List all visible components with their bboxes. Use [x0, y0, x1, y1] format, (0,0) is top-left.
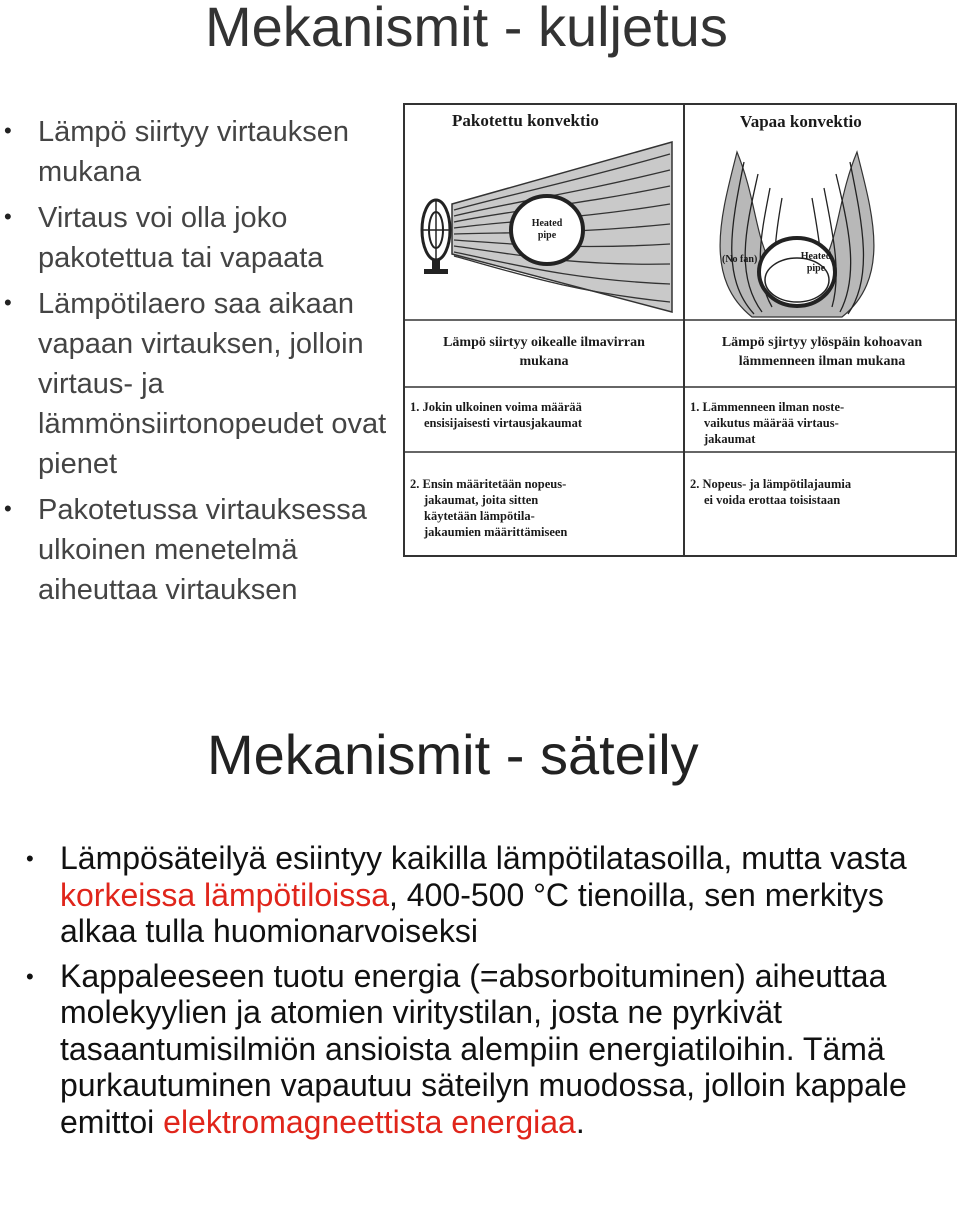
left-point-2: jakaumat, joita sitten — [424, 493, 539, 507]
pipe-label: Heated — [531, 218, 563, 229]
left-caption: Lämpö siirtyy oikealle ilmavirran — [443, 335, 645, 350]
left-point-1: 1. Jokin ulkoinen voima määrää — [410, 400, 582, 414]
right-point-2: 2. Nopeus- ja lämpötilajaumia — [690, 477, 852, 491]
slide-title-transport: Mekanismit - kuljetus — [205, 0, 728, 58]
left-heading: Pakotettu konvektio — [452, 111, 599, 130]
bullet-text: Kappaleeseen tuotu energia (=absorboituminen) aiheuttaa molekyylien ja atomien viritystilan, josta ne pyrkivät tasaantumisilmiön ansioista alempiin energiatiloihin. Tämä purkautuminen vapautuu säteilyn muodossa, jolloin kappale emittoi — [60, 957, 907, 1140]
bullet-text: Lämpötilaero saa aikaan vapaan virtauksen, jolloin virtaus- ja lämmönsiirtonopeudet ovat pienet — [38, 288, 387, 480]
bullet-text: Lämpösäteilyä esiintyy kaikilla lämpötilatasoilla, mutta vasta — [60, 840, 907, 876]
highlight-text: elektromagneettista energiaa — [163, 1103, 576, 1140]
right-point-1: jakaumat — [704, 432, 756, 446]
bullet-item — [0, 958, 955, 1141]
bullet-text: , 400-500 °C tienoilla, sen merkitys alkaa tulla huomionarvoiseksi — [60, 876, 884, 949]
transport-bullet-list — [0, 112, 395, 616]
bullet-icon: • — [4, 204, 12, 229]
bullet-icon: • — [4, 118, 12, 143]
bullet-icon: • — [4, 290, 12, 315]
bullet-icon: • — [26, 846, 34, 871]
bullet-icon: • — [26, 963, 34, 989]
convection-figure — [402, 102, 958, 560]
no-fan-label: (No fan) — [722, 254, 758, 265]
right-caption: Lämpö sjirtyy ylöspäin kohoavan — [721, 335, 923, 350]
left-point-2: 2. Ensin määritetään nopeus- — [410, 477, 567, 491]
bullet-item — [0, 112, 395, 192]
radiation-bullet-list — [0, 840, 955, 1148]
bullet-text: Pakotetussa virtauksessa ulkoinen menetelmä aiheuttaa virtauksen — [38, 494, 367, 606]
highlight-text: korkeissa lämpötiloissa — [60, 876, 390, 913]
right-caption: lämmenneen ilman mukana — [738, 354, 906, 369]
left-point-2: jakaumien määrittämiseen — [424, 525, 568, 539]
bullet-icon: • — [4, 496, 12, 521]
bullet-item — [0, 490, 395, 610]
left-point-1: ensisijaisesti virtausjakaumat — [424, 416, 582, 430]
left-point-2: käytetään lämpötila- — [424, 509, 535, 523]
pipe-label: pipe — [537, 230, 557, 241]
bullet-text: Lämpö siirtyy virtauksen mukana — [38, 116, 350, 188]
right-heading: Vapaa konvektio — [740, 112, 862, 131]
right-point-1: 1. Lämmenneen ilman noste- — [690, 400, 845, 414]
pipe-label: Heated — [800, 251, 832, 262]
bullet-item — [0, 198, 395, 278]
bullet-text: Virtaus voi olla joko pakotettua tai vapaata — [38, 202, 324, 274]
pipe-label: pipe — [806, 263, 826, 274]
right-point-1: vaikutus määrää virtaus- — [704, 416, 839, 430]
heated-pipe-icon — [511, 196, 583, 264]
slide-title-radiation: Mekanismit - säteily — [207, 723, 699, 786]
bullet-item — [0, 284, 395, 484]
bullet-item — [0, 840, 955, 950]
bullet-text: . — [575, 1103, 585, 1140]
right-point-2: ei voida erottaa toisistaan — [704, 493, 841, 507]
left-caption: mukana — [519, 354, 569, 369]
